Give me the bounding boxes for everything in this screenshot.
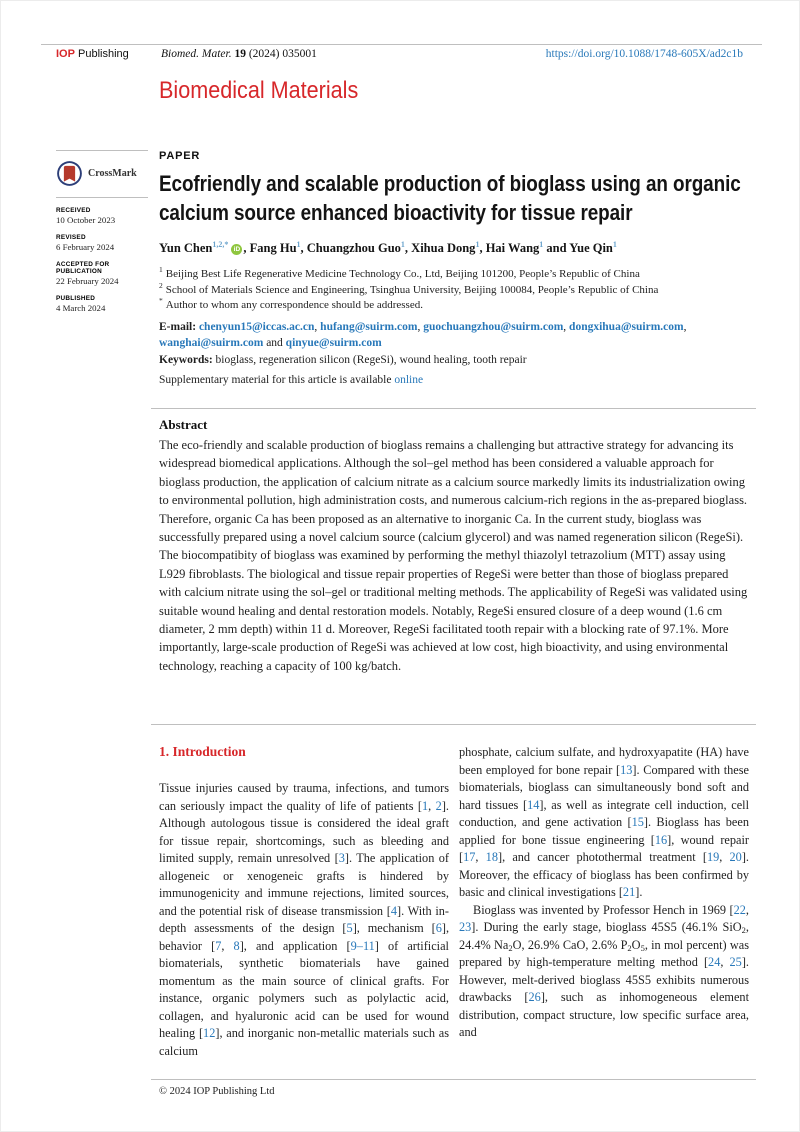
abstract-divider	[151, 408, 756, 409]
affiliation-marker: 1	[400, 239, 405, 249]
intro-paragraph: phosphate, calcium sulfate, and hydroxyapatite (HA) have been employed for bone repair [13]. Compared with these biomaterials, bioglass can simultaneously bond soft and hard tissues [14], as well as integrate cell induction, cell conduction, and gene activation [15]. Bioglass has been applied for bone tissue engineering [16], wound repair [17, 18], and cancer photothermal treatment [19, 20]. Moreover, the efficacy of bioglass has been confirmed by basic and clinical investigations [21].	[459, 745, 749, 899]
history-date: 10 October 2023	[56, 215, 116, 225]
affiliation	[159, 280, 751, 299]
citation-ref[interactable]: 7	[215, 938, 222, 953]
crossmark-badge[interactable]	[56, 151, 148, 197]
orcid-icon[interactable]: iD	[231, 244, 242, 255]
affiliation-list	[159, 267, 751, 314]
link[interactable]: qinyue@suirm.com	[285, 336, 382, 349]
footer-divider	[151, 1079, 756, 1080]
citation-ref[interactable]: 1	[422, 798, 429, 813]
citation-ref[interactable]: 12	[203, 1026, 216, 1040]
citation-ref[interactable]: 4	[390, 903, 397, 918]
article-title	[159, 170, 747, 227]
citation-ref[interactable]: 3	[338, 851, 345, 865]
supplementary-line: Supplementary material for this article is available online	[159, 374, 424, 386]
body-column-left	[159, 744, 449, 1060]
history-label: PUBLISHED	[56, 295, 96, 302]
affiliation-text: Author to whom any correspondence should be addressed.	[165, 299, 423, 311]
citation-ref[interactable]: 22	[733, 902, 746, 917]
citation-ref[interactable]: 2	[435, 798, 442, 813]
subscript: 2	[508, 942, 513, 953]
citation-ref[interactable]: 19	[706, 850, 720, 864]
affiliation-text: School of Materials Science and Engineering, Tsinghua University, Beijing 100084, People’s Republic of China	[165, 283, 659, 296]
citation-ref[interactable]: 17	[463, 850, 476, 864]
history-label: REVISED	[56, 234, 86, 241]
citation-ref[interactable]: 21	[622, 885, 636, 899]
citation-ref[interactable]: 18	[485, 850, 498, 864]
affiliation-marker: 1	[475, 239, 480, 249]
citation-ref[interactable]: 24	[708, 955, 721, 969]
citation-ref[interactable]: 6	[435, 921, 442, 935]
journal-title: Biomedical Materials	[159, 77, 359, 104]
affiliation-number: 2	[159, 280, 163, 290]
citation-ref[interactable]: 5	[346, 921, 353, 935]
affiliation-marker: 1	[539, 239, 544, 249]
citation-ref[interactable]: 25	[729, 955, 742, 969]
history-date: 6 February 2024	[56, 242, 115, 252]
publisher-name: Publishing	[74, 48, 129, 60]
sidebar-mid-divider	[56, 197, 148, 198]
link[interactable]: wanghai@suirm.com	[159, 336, 264, 349]
abstract-heading: Abstract	[159, 417, 208, 432]
copyright-notice: © 2024 IOP Publishing Ltd	[159, 1086, 275, 1097]
publisher-logo	[56, 48, 129, 60]
keywords-line: Keywords: bioglass, regeneration silicon (RegeSi), wound healing, tooth repair	[159, 354, 527, 366]
history-date: 4 March 2024	[56, 303, 106, 313]
history-label: ACCEPTED FOR PUBLICATION	[56, 261, 110, 275]
citation-ref[interactable]: 23	[459, 920, 472, 934]
citation-ref[interactable]: 16	[654, 832, 668, 847]
citation-ref[interactable]: 14	[527, 797, 540, 812]
citation-ref[interactable]: 9–11	[350, 938, 375, 953]
link[interactable]: online	[394, 374, 424, 386]
subscript: 2	[741, 925, 746, 935]
affiliation	[159, 267, 751, 283]
crossmark-icon	[56, 160, 83, 187]
link[interactable]: chenyun15@iccas.ac.cn	[198, 321, 315, 333]
affiliation-text: Beijing Best Life Regenerative Medicine Technology Co., Ltd, Beijing 101200, People’s Republic of China	[165, 268, 640, 280]
affiliation-marker: 1,2,*	[212, 239, 229, 249]
article-type-label: PAPER	[159, 150, 201, 162]
citation-ref[interactable]: 13	[620, 762, 633, 777]
email-block: E-mail: chenyun15@iccas.ac.cn, hufang@suirm.com, guochuangzhou@suirm.com, dongxihua@suirm.com, wanghai@suirm.com and qinyue@suirm.com	[159, 321, 687, 349]
body-divider	[151, 724, 756, 725]
history-published	[56, 295, 148, 313]
body-column-right	[459, 744, 749, 1042]
citation-ref[interactable]: 26	[528, 990, 541, 1004]
link[interactable]: hufang@suirm.com	[320, 321, 418, 333]
affiliation-number: 1	[159, 265, 163, 275]
doi-link[interactable]: https://doi.org/10.1088/1748-605X/ad2c1b	[545, 48, 743, 60]
subscript: 2	[627, 942, 632, 953]
citation-ref[interactable]: 8	[233, 938, 240, 953]
citation-ref[interactable]: 15	[631, 815, 644, 829]
history-received	[56, 207, 148, 225]
intro-paragraph: Tissue injuries caused by trauma, infections, and tumors can seriously impact the quality of life of patients [1, 2]. Although autologous tissue is considered the ideal graft for tissue repair, shortcomings, such as bleeding and limited supply, remain unresolved [3]. The application of allogeneic or xenogeneic grafts is hindered by immunogenicity and immune rejections, limited sources, and the potential risk of disease transmission [4]. With in-depth assessments of the design [5], mechanism [6], behavior [7, 8], and application [9–11] of artificial biomaterials, synthetic biomaterials have gained momentum as the main source of clinical grafts. For instance, organic polymers such as polylactic acid, collagen, and hyaluronic acid can be used for wound healing [12], and inorganic non-metallic materials such as calcium	[159, 781, 450, 1058]
link[interactable]: dongxihua@suirm.com	[569, 321, 684, 333]
section-heading-introduction: 1. Introduction	[159, 744, 246, 759]
subscript: 5	[640, 942, 645, 953]
history-label: RECEIVED	[56, 207, 91, 214]
article-title-line: Ecofriendly and scalable production of bioglass using an organic	[159, 171, 741, 196]
author-list: Yun Chen$^{1,2,*}$iD , Fang Hu$^1$, Chuangzhou Guo$^1$, Xihua Dong$^1$, Hai Wang$^1$ and Yue Qin$^1$	[159, 239, 617, 255]
affiliation	[159, 298, 751, 314]
article-info-sidebar	[56, 150, 148, 313]
affiliation-marker: 1	[612, 239, 617, 249]
citation-ref[interactable]: 20	[729, 850, 742, 864]
abstract-text: The eco-friendly and scalable production of bioglass remains a challenging but attractive strategy for advancing its widespread biomedical applications. Although the sol–gel method has been considered a valuable approach for bioglass production, the application of calcium nitrate as a calcium source markedly limits its industrialization owing to environmental pollution, high administration costs, and numerous calcium-rich regions in the as-prepared bioglass. Therefore, organic Ca has been proposed as an alternative to inorganic Ca. In the current study, bioglass was successfully prepared using a novel calcium source (calcium glycerol) and was named regeneration silicon (RegeSi). The biocompatibity of bioglass was examined by performing the methyl thiazolyl tetrazolium (MTT) assay using L929 fibroblasts. The biological and tissue repair properties of RegeSi were better than those of bioglass prepared with calcium nitrate using the sol–gel or traditional melting methods. The applicability of RegeSi was validated using suitable wound healing and dental restoration models. Notably, RegeSi ensured closure of a deep wound (1.6 cm diameter, 2 mm depth) within 11 d. Moreover, RegeSi facilitated tooth repair with a blocking rate of 97.1%. More importantly, large-scale production of RegeSi was achieved at low cost, high bioactivity, and using environmental technology, reaching a capacity of 100 kg/batch.	[159, 438, 748, 673]
iop-logo-text: IOP	[56, 48, 75, 60]
history-accepted	[56, 261, 148, 286]
journal-citation: Biomed. Mater. 19 (2024) 035001	[161, 48, 317, 60]
history-date: 22 February 2024	[56, 276, 119, 286]
history-revised	[56, 234, 148, 252]
link[interactable]: guochuangzhou@suirm.com	[423, 321, 564, 333]
crossmark-label: CrossMark	[88, 168, 137, 179]
intro-paragraph: Bioglass was invented by Professor Hench in 1969 [22, 23]. During the early stage, bioglass 45S5 (46.1% SiO$_2$, 24.4% $Na_2O$, 26.9% CaO, 2.6% $P_2O_5$, in mol percent) was prepared by high-temperature melting method [24, 25]. However, melt-derived bioglass 45S5 exhibits numerous drawbacks [26], such as inhomogeneous element distribution, compact structure, low specific surface area, and	[459, 902, 749, 1039]
affiliation-number: *	[159, 296, 163, 306]
header-divider	[41, 44, 762, 45]
affiliation-marker: 1	[296, 239, 301, 249]
article-title-line: calcium source enhanced bioactivity for tissue repair	[159, 199, 633, 225]
